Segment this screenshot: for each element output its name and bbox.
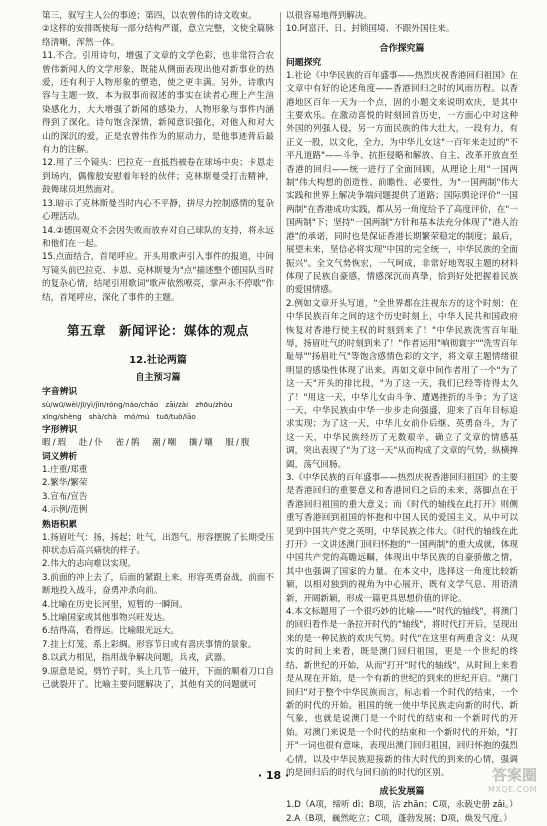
idiom-item: 5.比喻国家或其他事物兴旺发达。 xyxy=(42,613,171,623)
pinyin-line: sù/wū/wèi/jī/yì/jìn/róng/náo/cháo zāi/zài zhōu/zhòu xīng/shèng shà/chà mó/mú tuō/tuò/lāo xyxy=(42,399,240,421)
mc-answer: 2.A（B项，巍然屹立；C项，蓬勃发展；D项，焕发气度。） xyxy=(286,813,512,824)
chars-title: 字形辨识 xyxy=(42,424,78,435)
page-number: · 18 · xyxy=(257,769,290,782)
answer-11: 11.不合。引用诗句，增强了文章的文学色彩，也非常符合农曾伟新闻人的文学形象，既能从侧面表现出他对新事业的热爱，还有利于人物形象的塑造，使之更丰满。另外，诗歌内容与主题一致，本为叙事而叙述的事实在读者心理上产生渲染感化力，大大增强了新闻的感染力，人物形象与事件内涵得到了深化。诗句饱含深情，新闻意识强化，对他人和对大山的深沉的爱，正是农曾伟作为的原动力，是他事迹背后最有力的注解。 xyxy=(42,51,274,156)
idioms-title: 熟语积累 xyxy=(42,519,78,530)
chapter-title: 第五章 新闻评论：媒体的观点 xyxy=(66,322,249,338)
discussion-answer: 2.例如文章开头写道，"全世界都在注视东方的这个时刻：在中华民族百年之间的这个历史时刻上，中华人民共和国政府恢复对香港行使主权的时刻到来了！"中华民族洗雪百年耻辱，扬眉吐气的时刻到来了！"作者运用"响彻寰宇""洗雪百年耻辱""扬眉吐气"等饱含感情色彩的文字，将文章主题情绪很明显的感染性体现了出来。再如文章中间作者用了一个"为了这一天"开头的排比段，"为了这一天，我们已经等待得太久了！"用这一天，中华儿女由斗争、遭遇挫折的斗争；为了这一天，中华民族由中华一步步走向强盛，迎来了百年目标追求实现；为了这一天，中华儿女前仆后继、英勇奋斗，为了这一天，中华民族经历了无数艰辛，确立了文章的情感基调，突出表现了"为了这一天"从而构成了文章的气势，纵横捭阖，荡气回肠。 xyxy=(286,298,518,470)
idiom-item: 8.以武力相见，指用战争解决问题，兵戎，武器。 xyxy=(42,653,231,664)
section-title: 成长发展篇 xyxy=(379,787,425,798)
column-divider xyxy=(280,12,281,752)
answer-12: 12.用了三个镜头：巴拉克一直抵挡被卷在球场中央；卡恩走到场内，偶像般安慰着年轻的伙伴；克林斯曼受打击精神，鼓舞球员坦然面对。 xyxy=(42,158,274,196)
answer-14: 14.②德国观众不会因失败而放弃对自己球队的支持，将永远和他们在一起。 xyxy=(42,225,274,249)
idiom-item: 1.扬眉吐气：扬，扬起；吐气，出怨气。形容摆脱了长期受压抑状态后高兴痛快的样子。 xyxy=(42,532,274,556)
idiom-item: 4.比喻在历史长河里，短暂的一瞬间。 xyxy=(42,599,188,610)
answer-13: 13.暗示了克林斯曼当时内心不平静，拼尽力控制感情的复杂心理活动。 xyxy=(42,198,274,223)
word-pair: 2.繁华/繁荣 xyxy=(42,478,88,489)
word-pair: 3.宣布/宣告 xyxy=(42,491,88,502)
chars-line: 暇/瑕 赴/仆 雀/鹊 潮/嘲 攘/嚷 服/腹 xyxy=(42,437,252,448)
discussion-answer: 4.本文标题用了一个很巧妙的比喻——"时代的轴线"，将澳门的回归看作是一条拉开时代的"轴线"，将时代打开后，呈现出来的是一种民族的欢庆气势。时代"在这里有两重含义：从现实的时间上来看，既是澳门回归祖国，更是一个世纪的终结、新世纪的开始，从而"打开"时代的轴线"，从时间上来看是从现在开始，是一个有新的世纪的到来的世纪开启。"澳门回归"对于整个中华民族而言，标志着一个时代的结束，一个新的时代的开始。祖国的统一使中华民族走向新的时代、新气象，也就是说澳门是一个时代的结束和一个新时代的开始。对澳门来说是一个时代的结束和一个新时代的开始，"打开"一词也很有意味，表现出澳门回归祖国，回归怀抱的强烈心情，以及中华民族迎接新的伟大时代的到来的心情，强调的是回归后的时代与回归前的时代的区别。 xyxy=(286,607,518,778)
idiom-item: 3.前面的冲上去了，后面的紧跟上来。形容英勇奋战，前面不断地投入战斗，奋勇冲杀向前。 xyxy=(42,572,274,597)
intro-line: ②这样的安排既使每一部分结构严谨，意立完整，文使全篇脉络清晰，浑然一体。 xyxy=(42,24,274,48)
continuation-line: 以很容易地得到解决。 xyxy=(286,11,372,21)
watermark-url: MXQE.COM xyxy=(487,785,537,794)
intro-line: 第三，叙写主人公的事迹；第四，以农曾伟的诗文收束。 xyxy=(42,11,257,21)
answer-15: 15.点面结合，首尾呼应。开头用歌声引入事件的报道，中间写镜头前巴拉克、卡恩、克林斯曼为"点"描述整个德国队当时的复杂心情，结尾引用歌词"歌声依然嘹亮，掌声永不停歇"作结，首尾呼应，深化了事件的主题。 xyxy=(42,252,274,303)
watermark-logo: 答案圈 xyxy=(491,766,537,784)
idiom-item: 9.原意是说，劈竹子时，头上几节一破开，下面的顺着刀口自己就裂开了。比喻主要问题解决了，其他有关的问题就可 xyxy=(42,666,274,691)
right-column xyxy=(286,10,518,826)
mc-answer: 1.D（A项，缔听 dì；B项，沾 zhān；C项，永载史册 zǎi。） xyxy=(286,800,518,811)
word-pair: 4.示例/范例 xyxy=(42,505,88,516)
word-pair: 1.庄重/郑重 xyxy=(42,464,88,475)
word-meaning-title: 词义辨析 xyxy=(42,451,78,462)
section-title: 自主预习篇 xyxy=(135,372,181,383)
lesson-title: 12.社论两篇 xyxy=(129,354,187,366)
idiom-item: 2.伟大的志向难以实现。 xyxy=(42,559,137,570)
watermark xyxy=(488,764,537,794)
discussion-answer: 1.社论《中华民族的百年盛事——热烈庆祝香港回归祖国》在文章中有好的论述角度——香港回归之时的风雨历程。以香港地区百年一天为一个点，固的小题文来说明欢庆，是其中主要欢乐。在激动喜悦的时刻回首历史，一方面心中对这种外国的列强人侵，另一方面民族的伟大壮大，一段有力，有正义一股，以文化，全力，为中华儿女这"一百年来走过的"不平凡道路"——斗争、抗拒侵略和解放、自主、改革开放直至香港的回归——统一进行了全面回顾，从理论上用"一国两制"伟大构想的创造性、前瞻性、必要性，为"一国两制"伟大实践和世界上解决争端问题提供了道路；国际舆论评价"一国两制"在香港成功实践，都从另一角度给予了高度评价，在"一国两制"下；坚持"一国两制"方针和基本法充分体现了"港人治港"的承诺，同时也是保证香港长期繁荣稳定的制度；最后，展望未来，坚信必将实现"中国的完全统一，中华民族的全面振兴"。全文气势恢宏，一气呵成，非常好地驾驭主题的材料体现了民族自豪感，情感深沉而真挚，恰到好处把握着民族的爱国情感。 xyxy=(286,70,518,296)
discussion-answer: 3.《中华民族的百年盛事——热烈庆祝香港回归祖国》的主要是香港回归的重要意义和香港回归之后的未来，落脚点在于香港回归祖国的重大意义；而《时代的轴线在此打开》则侧重写香港回到祖国的怀抱和中国人民的爱国主义，从中可以见到中国共产党之英明，中华民族之伟大。《时代的轴线在此打开》一文讲述澳门回归怀抱的"一国两制"的重大成就，体现中国共产党的高瞻远瞩，体现出中华民族的自豪骄傲之情，其中也强调了国家的力量。在本文中，选择这一角度比较新颖，以相对独到的视角为中心展开，既有文学气息、用语清新，开阔新颖，形成一篇更具思想价值的评论。 xyxy=(286,473,518,604)
vocab-title: 字音辨识 xyxy=(42,386,78,397)
answer-10: 10.阿富汗、日、封锁国境、不跟外国往来。 xyxy=(286,24,455,35)
left-column xyxy=(42,10,274,692)
subsection-title: 问题探究 xyxy=(286,57,322,68)
section-title: 合作探究篇 xyxy=(379,43,425,54)
idiom-item: 7.挂上灯笼，系上彩绸。形容节日或有喜庆事情的景象。 xyxy=(42,639,257,650)
idiom-item: 6.结得高，看得远。比喻眼光远大。 xyxy=(42,626,180,637)
